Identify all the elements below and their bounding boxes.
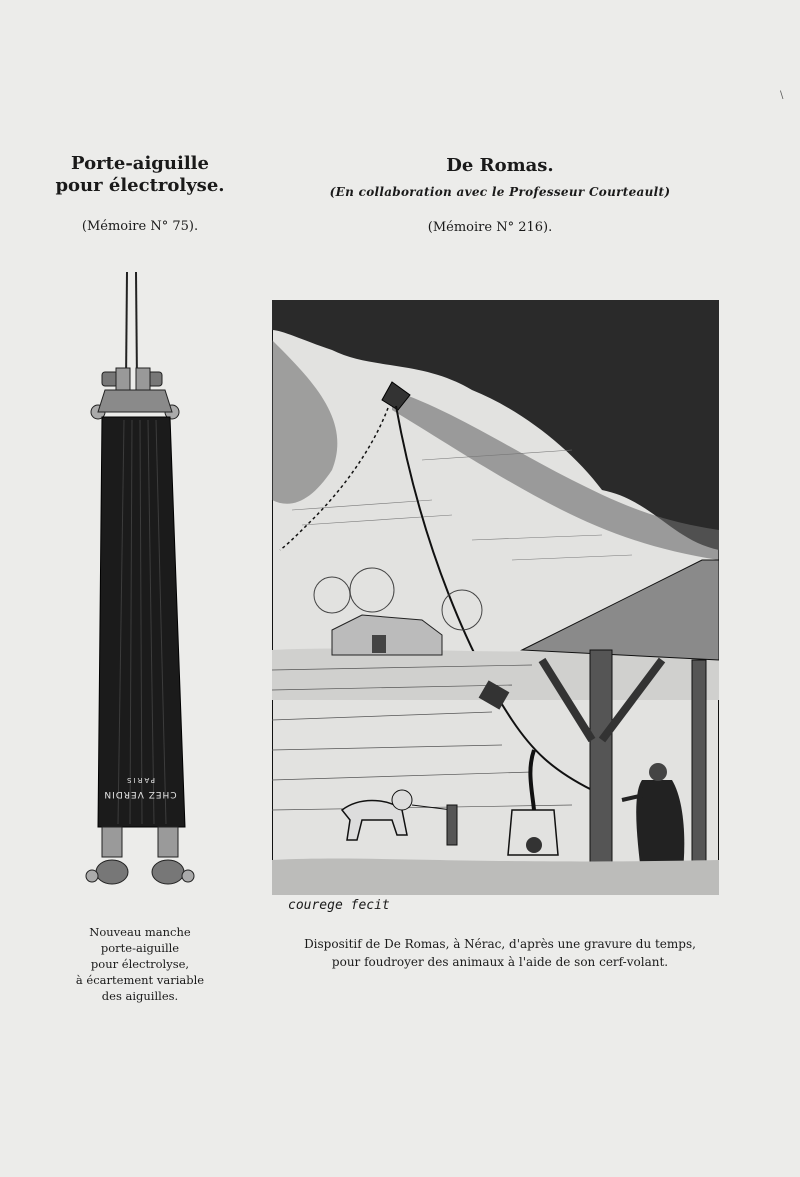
right-caption bbox=[270, 935, 730, 971]
right-subtitle: (En collaboration avec le Professeur Courteault) bbox=[329, 185, 671, 199]
right-memoire-reference: (Mémoire N° 216). bbox=[427, 220, 553, 235]
right-title: De Romas. bbox=[446, 155, 554, 176]
kite-engraving-illustration bbox=[272, 300, 719, 895]
left-title-line-1: Porte-aiguille bbox=[71, 153, 209, 174]
right-caption-line: Dispositif de De Romas, à Nérac, d'après une gravure du temps, bbox=[304, 937, 696, 951]
engraver-signature: courege fecit bbox=[288, 898, 390, 913]
instrument-inscription-maker: CHEZ VERDIN bbox=[103, 789, 177, 799]
left-title bbox=[20, 153, 260, 197]
needle-holder-illustration bbox=[80, 272, 210, 907]
left-caption-line: des aiguilles. bbox=[101, 989, 179, 1003]
left-title-line-2: pour électrolyse. bbox=[55, 175, 225, 196]
left-caption-line: Nouveau manche bbox=[89, 925, 191, 939]
left-memoire-reference: (Mémoire N° 75). bbox=[81, 219, 199, 234]
left-caption-line: porte-aiguille bbox=[100, 941, 180, 955]
instrument-inscription-city: PARIS bbox=[125, 776, 155, 784]
left-caption bbox=[50, 924, 230, 1004]
left-caption-line: pour électrolyse, bbox=[90, 957, 190, 971]
right-caption-line: pour foudroyer des animaux à l'aide de son cerf-volant. bbox=[331, 955, 669, 969]
page-corner-mark: \ bbox=[780, 90, 784, 101]
left-caption-line: à écartement variable bbox=[75, 973, 205, 987]
